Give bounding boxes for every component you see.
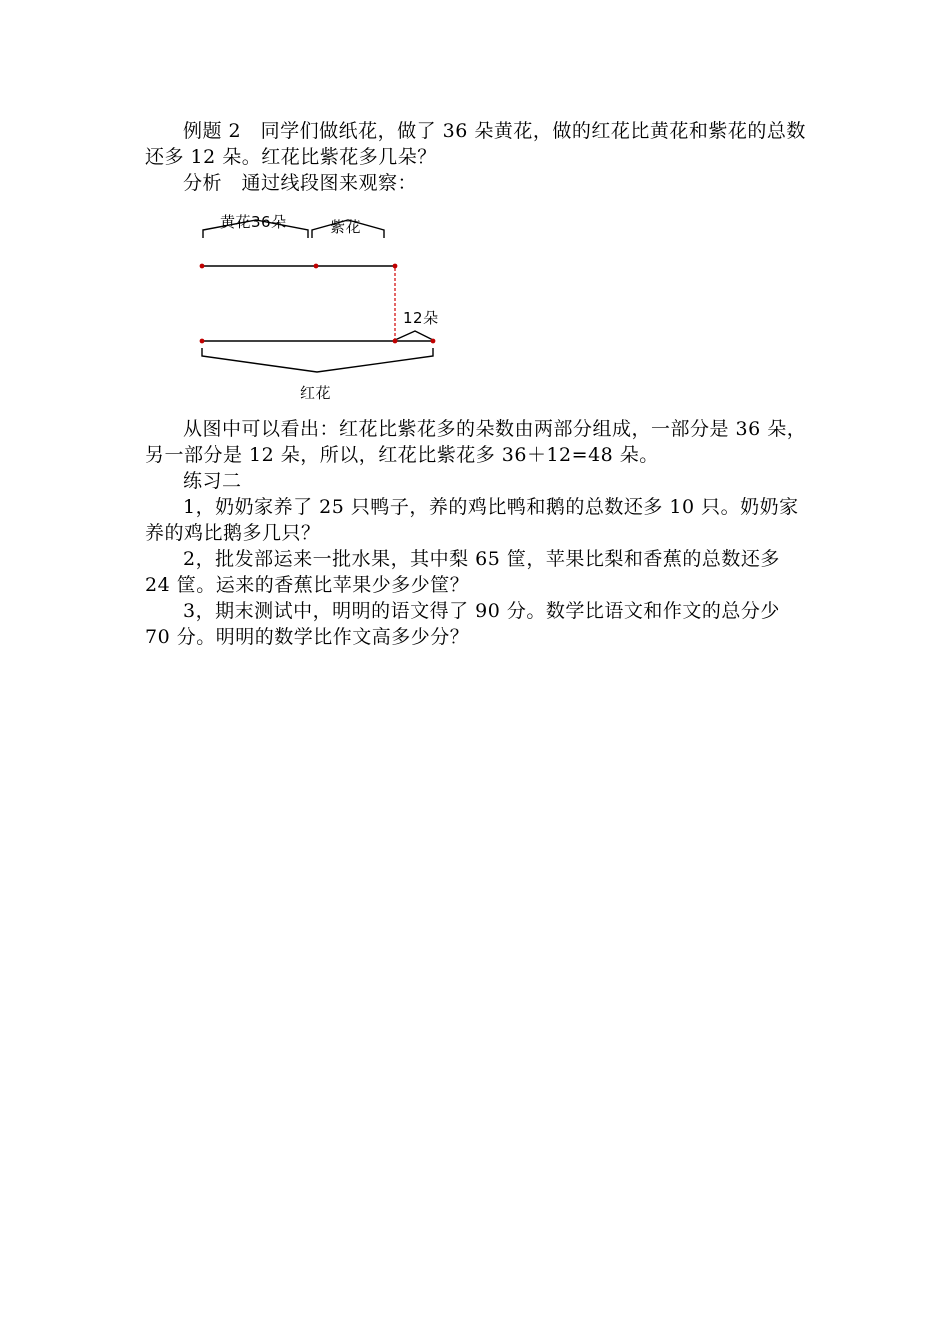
exercise-item-1: 1，奶奶家养了 25 只鸭子，养的鸡比鸭和鹅的总数还多 10 只。奶奶家养的鸡比鹅多几只？ xyxy=(145,496,799,544)
document-page xyxy=(145,118,810,650)
yellow-label: 黄花36朵 xyxy=(220,213,287,231)
top-point-mid xyxy=(314,264,319,269)
purple-label: 紫花 xyxy=(330,218,362,236)
analysis-heading: 分析 通过线段图来观察： xyxy=(183,172,418,194)
red-label: 红花 xyxy=(300,384,332,402)
bottom-point-end xyxy=(431,339,436,344)
extra-brace xyxy=(395,331,433,340)
extra-label: 12朵 xyxy=(403,309,439,327)
top-point-start xyxy=(200,264,205,269)
diagram-svg xyxy=(190,200,440,402)
conclusion-text: 从图中可以看出：红花比紫花多的朵数由两部分组成，一部分是 36 朵，另一部分是 12 朵，所以，红花比紫花多 36＋12=48 朵。 xyxy=(145,418,807,466)
bottom-point-start xyxy=(200,339,205,344)
top-point-end xyxy=(393,264,398,269)
exercise-item-3: 3，期末测试中，明明的语文得了 90 分。数学比语文和作文的总分少 70 分。明明的数学比作文高多少分？ xyxy=(145,600,780,648)
bottom-point-mid xyxy=(393,339,398,344)
exercise-item-2: 2，批发部运来一批水果，其中梨 65 筐，苹果比梨和香蕉的总数还多 24 筐。运来的香蕉比苹果少多少筐？ xyxy=(145,548,780,596)
red-brace xyxy=(202,348,433,372)
line-segment-diagram xyxy=(145,200,810,402)
example-problem: 例题 2 同学们做纸花，做了 36 朵黄花，做的红花比黄花和紫花的总数还多 12 朵。红花比紫花多几朵？ xyxy=(145,120,806,168)
exercise-title: 练习二 xyxy=(183,470,242,492)
